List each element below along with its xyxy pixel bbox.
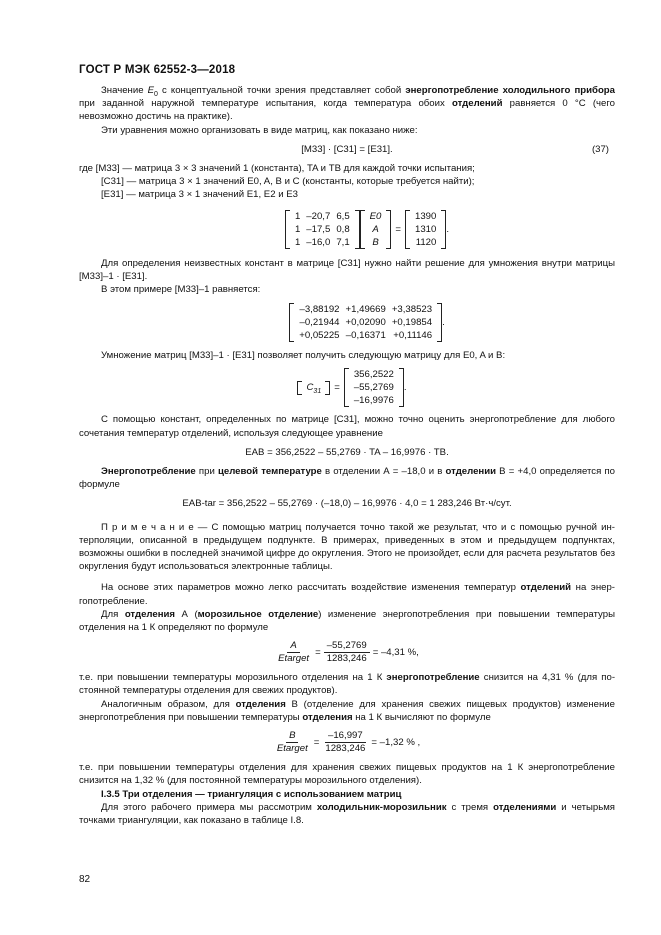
vector-result-cell: –55,2769 xyxy=(353,382,394,394)
matrix-m33-row xyxy=(292,236,353,249)
paragraph-estimate: С помощью констант, определенных по матрице [C31], можно точно оценить энергопотребление для любого сочетания температур отделений, используя следующее уравнение xyxy=(79,414,615,439)
vector-e31-row xyxy=(412,210,439,223)
page-content xyxy=(79,84,615,827)
vector-result-cell: 356,2522 xyxy=(353,369,394,381)
equation-target: EAB-tar = 356,2522 – 55,2769 · (–18,0) – 16,9976 · 4,0 = 1 283,246 Вт·ч/сут. xyxy=(182,498,512,510)
vector-result-cell: –16,9976 xyxy=(353,395,394,407)
matrix-m33-row xyxy=(292,210,353,223)
note: П р и м е ч а н и е — С помощью матриц получается точно такой же результат, что и с помощью ручной интерполяции, описанной в предыдущем подпункте. В примерах, приведенных в этом и предыдущем подпунктах, возможны ошибки в последней значимой цифре до округления. Этого не произойдет, если для расчета результатов без округления будут использоваться электронные таблицы. xyxy=(79,521,615,573)
paragraph-result-a: т.е. при повышении температуры морозильного отделения на 1 К энергопотребление снизится на 4,31 % (для постоянной температуры отделения для свежих продуктов). xyxy=(79,672,616,697)
paragraph-e0: Значение $E_0$ с концептуальной точки зрения представляет собой энергопотребление холодильного прибора при заданной наружной температуре испытания, когда температура обоих отделений равняется 0 °С (чего невозможно достичь на практике). xyxy=(79,85,616,123)
matrix-m33-cell: –17,5 xyxy=(306,223,331,235)
where-m33: где [M33] — матрица 3 × 3 значений 1 (константа), TA и TB для каждой точки испытания; xyxy=(79,163,475,175)
matrix-m33-cell: 1 xyxy=(294,223,301,235)
vector-result-row xyxy=(351,394,397,407)
matrix-m33-cell: –16,0 xyxy=(306,236,331,248)
matrix-m33-cell: 1 xyxy=(294,236,301,248)
vector-e31-cell: 1390 xyxy=(415,210,437,222)
equation-eab: EAB = 356,2522 – 55,2769 · TA – 16,9976 · TB. xyxy=(245,446,449,458)
vector-e31-row xyxy=(412,236,439,249)
matrix-m33-cell: 1 xyxy=(294,210,301,222)
matrix-inverse-cell: –0,16371 xyxy=(345,330,386,342)
matrix-inverse-row xyxy=(296,303,435,316)
vector-c31-row xyxy=(367,223,385,236)
matrix-m33 xyxy=(285,210,360,249)
matrix-m33-cell: –20,7 xyxy=(306,210,331,222)
vector-c31 xyxy=(360,210,392,249)
result-vector-block: $C_{31}$ = 356,2522 –55,2769 –16,9976 . xyxy=(89,368,615,407)
paragraph-three-compartments: Для этого рабочего примера мы рассмотрим холодильник-морозильник с тремя отделениями и четырьмя точками триангуляции, как показано в таблице I.8. xyxy=(79,801,615,826)
equation-number: (37) xyxy=(591,143,609,155)
where-e31: [E31] — матрица 3 × 1 значений E1, E2 и E3 xyxy=(101,189,298,201)
vector-e31-row xyxy=(412,223,439,236)
matrix-inverse-cell: –0,21944 xyxy=(299,317,340,329)
paragraph-compartment-a: Для отделения А (морозильное отделение) изменение энергопотребления при повышении температуры отделения на 1 К определяют по формуле xyxy=(79,608,615,634)
matrix-inverse-cell: +1,49669 xyxy=(345,304,386,316)
vector-e31 xyxy=(405,210,446,249)
matrix-m33-cell: 7,1 xyxy=(336,236,350,248)
document-header: ГОСТ Р МЭК 62552-3—2018 xyxy=(79,64,236,76)
vector-c31-cell: B xyxy=(372,236,379,248)
matrix-inverse-cell: –3,88192 xyxy=(299,304,340,316)
vector-result-row xyxy=(351,381,397,394)
vector-result xyxy=(344,368,404,407)
paragraph-compartment-b: Аналогичным образом, для отделения В (отделение для хранения свежих пищевых продуктов) изменение энергопотребления при повышении температуры отделения на 1 К вычисляют по формуле xyxy=(79,698,615,723)
where-c31: [C31] — матрица 3 × 1 значений E0, A, B и C (константы, которые требуется найти); xyxy=(101,176,475,188)
paragraph-matrix-intro: Эти уравнения можно организовать в виде матриц, как показано ниже: xyxy=(101,124,418,136)
matrix-inverse-row xyxy=(296,316,435,329)
vector-c31-cell: E0 xyxy=(369,210,382,222)
section-title: I.3.5 Три отделения — триангуляция с использованием матриц xyxy=(101,788,402,800)
paragraph-result-b: т.е. при повышении температуры отделения для хранения свежих пищевых продуктов на 1 К энергопотребление снизится на 1,32 % (для постоянной температуры морозильного отделения). xyxy=(79,762,615,787)
c31-label: $C_{31}$ xyxy=(297,381,330,394)
matrix-inverse-block: –3,88192 +1,49669 +3,38523 –0,21944 +0,02090 +0,19854 +0,05225 –0,16371 +0,11146 . xyxy=(119,303,615,342)
matrix-inverse xyxy=(289,303,442,342)
paragraph-unknown-constants: Для определения неизвестных констант в матрице [C31] нужно найти решение для умножения внутри матрицы [M33]–1 · [E31]. xyxy=(79,257,615,282)
vector-e31-cell: 1120 xyxy=(415,236,437,248)
matrix-equation: 1 –20,7 6,5 1 –17,5 0,8 1 –16,0 7,1 E0 A B = 1390 1310 1120 . xyxy=(119,210,615,249)
paragraph-multiplication: Умножение матриц [M33]–1 · [E31] позволяет получить следующую матрицу для E0, A и B: xyxy=(101,350,506,362)
paragraph-target: Энергопотребление при целевой температуре в отделении А = –18,0 и в отделении В = +4,0 определяется по формуле xyxy=(79,466,615,491)
matrix-inverse-cell: +3,38523 xyxy=(391,304,433,316)
matrix-inverse-cell: +0,05225 xyxy=(299,330,340,342)
paragraph-inverse-intro: В этом примере [M33]–1 равняется: xyxy=(101,284,261,296)
matrix-m33-cell: 6,5 xyxy=(336,210,350,222)
matrix-m33-cell: 0,8 xyxy=(336,223,350,235)
fraction-a: $\frac{A}{\text{Etarget}}$ = $\frac{-55,2769}{1283,246}$ = –4,31 %, xyxy=(278,640,419,665)
matrix-m33-row xyxy=(292,223,353,236)
page-number: 82 xyxy=(79,874,91,885)
equation-37: [M33] · [C31] = [E31]. (37) xyxy=(301,143,609,155)
matrix-inverse-row xyxy=(296,329,435,342)
matrix-inverse-cell: +0,11146 xyxy=(393,330,433,342)
vector-result-row xyxy=(351,368,397,381)
vector-e31-cell: 1310 xyxy=(415,223,437,235)
matrix-inverse-cell: +0,19854 xyxy=(391,317,433,329)
vector-c31-cell: A xyxy=(372,223,379,235)
vector-c31-row xyxy=(367,210,385,223)
fraction-b: $\frac{B}{\text{Etarget}}$ = $\frac{-16,997}{1283,246}$ = –1,32 % , xyxy=(276,730,421,755)
paragraph-parameters: На основе этих параметров можно легко рассчитать воздействие изменения температур отделений на энергопотребление. xyxy=(79,582,615,607)
matrix-inverse-cell: +0,02090 xyxy=(345,317,386,329)
vector-c31-row xyxy=(367,236,385,249)
